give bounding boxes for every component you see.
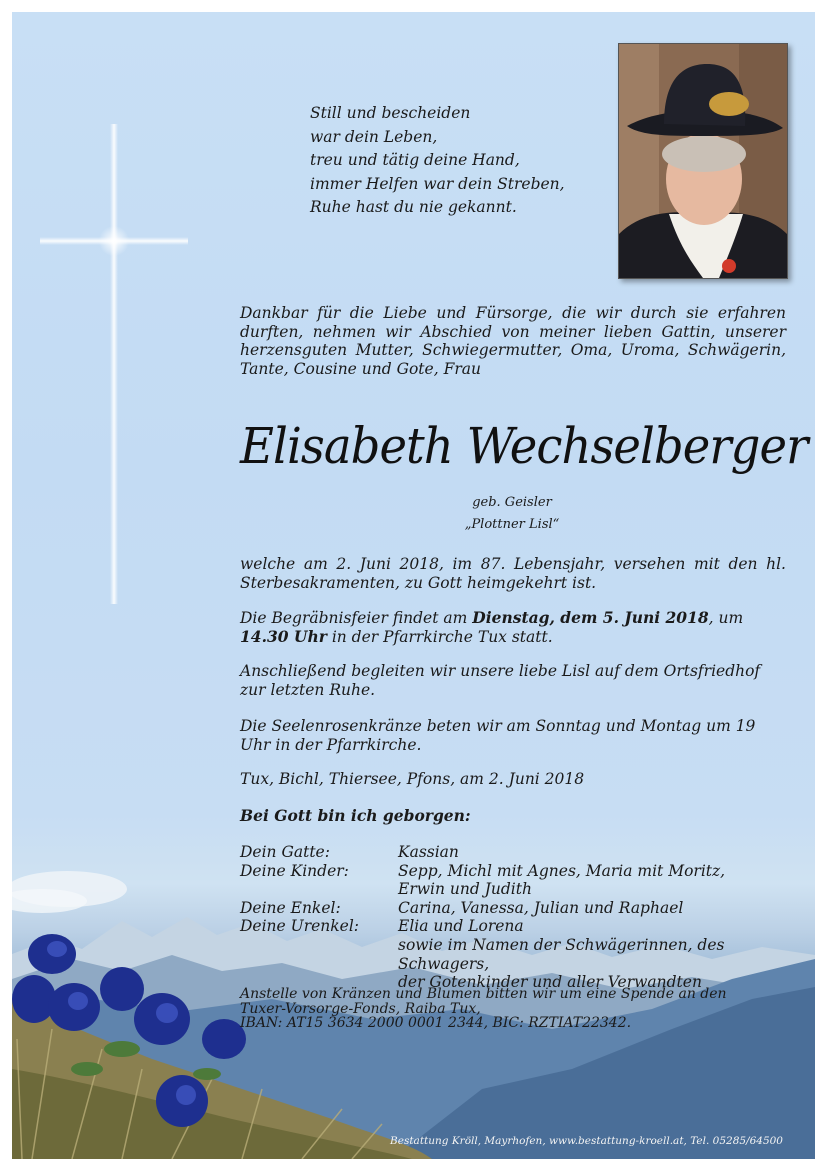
- poem-line: Ruhe hast du nie gekannt.: [310, 198, 517, 217]
- footer-undertaker: Bestattung Kröll, Mayrhofen, www.bestattung-kroell.at, Tel. 05285/64500: [390, 1135, 783, 1147]
- funeral-info: [240, 609, 786, 646]
- death-notice: welche am 2. Juni 2018, im 87. Lebensjahr, versehen mit den hl. Sterbesakramenten, zu Gott heimgekehrt ist.: [240, 555, 786, 592]
- motto: Bei Gott bin ich geborgen:: [240, 806, 471, 825]
- family-row: [240, 917, 815, 936]
- intro-paragraph: Dankbar für die Liebe und Fürsorge, die wir durch sie erfahren durften, nehmen wir Abschied von meiner lieben Gattin, unserer herzensguten Mutter, Schwiegermutter, Oma, Uroma, Schwägerin, Tante, Cousine und Gote, Frau: [240, 304, 786, 378]
- cross-glow: [98, 226, 130, 256]
- family-list: [240, 843, 815, 992]
- family-names: der Gotenkinder und aller Verwandten: [398, 973, 702, 992]
- burial-info: Anschließend begleiten wir unsere liebe Lisl auf dem Ortsfriedhof zur letzten Ruhe.: [240, 662, 761, 699]
- poem-line: war dein Leben,: [310, 127, 438, 146]
- funeral-middle: , um: [708, 609, 744, 627]
- donation-line: Tuxer-Vorsorge-Fonds, Raiba Tux,: [240, 1000, 481, 1017]
- family-names: sowie im Namen der Schwägerinnen, des Schwagers,: [398, 935, 725, 973]
- poem: [310, 102, 565, 220]
- family-label: Deine Kinder:: [240, 861, 349, 880]
- family-row: [240, 843, 815, 862]
- funeral-date: Dienstag, dem 5. Juni 2018: [472, 608, 709, 627]
- family-row: [240, 899, 815, 918]
- funeral-suffix: in der Pfarrkirche Tux statt.: [326, 627, 553, 646]
- family-names: Elia und Lorena: [398, 917, 524, 936]
- family-row: [240, 862, 815, 881]
- donation-line: Anstelle von Kränzen und Blumen bitten wir um eine Spende an den: [240, 986, 727, 1002]
- poem-line: treu und tätig deine Hand,: [310, 151, 520, 170]
- family-row: [240, 936, 815, 973]
- family-label: Deine Enkel:: [240, 898, 341, 917]
- family-label: Deine Urenkel:: [240, 917, 360, 936]
- rosary-info: Die Seelenrosenkränze beten wir am Sonntag und Montag um 19 Uhr in der Pfarrkirche.: [240, 717, 756, 754]
- birth-name: geb. Geisler: [472, 495, 552, 510]
- family-names: Sepp, Michl mit Agnes, Maria mit Moritz,: [398, 861, 726, 880]
- funeral-prefix: Die Begräbnisfeier findet am: [240, 609, 473, 627]
- place-date: Tux, Bichl, Thiersee, Pfons, am 2. Juni 2018: [240, 770, 585, 788]
- family-names: Kassian: [398, 843, 459, 861]
- family-row: [240, 880, 815, 899]
- funeral-time: 14.30 Uhr: [240, 626, 327, 646]
- deceased-name: Elisabeth Wechselberger: [240, 417, 808, 475]
- family-names: Carina, Vanessa, Julian und Raphael: [398, 898, 684, 917]
- donation-request: [240, 987, 727, 1031]
- obituary-card: [12, 12, 815, 1159]
- portrait-image: [619, 44, 787, 278]
- poem-line: Still und bescheiden: [310, 104, 471, 122]
- family-names: Erwin und Judith: [398, 880, 532, 899]
- portrait-photo: [618, 43, 788, 279]
- nickname: „Plottner Lisl“: [464, 517, 560, 532]
- cross-vertical-beam: [110, 124, 118, 604]
- family-label: Dein Gatte:: [240, 843, 330, 861]
- donation-line: IBAN: AT15 3634 2000 0001 2344, BIC: RZTIAT22342.: [240, 1015, 632, 1031]
- poem-line: immer Helfen war dein Streben,: [310, 174, 565, 193]
